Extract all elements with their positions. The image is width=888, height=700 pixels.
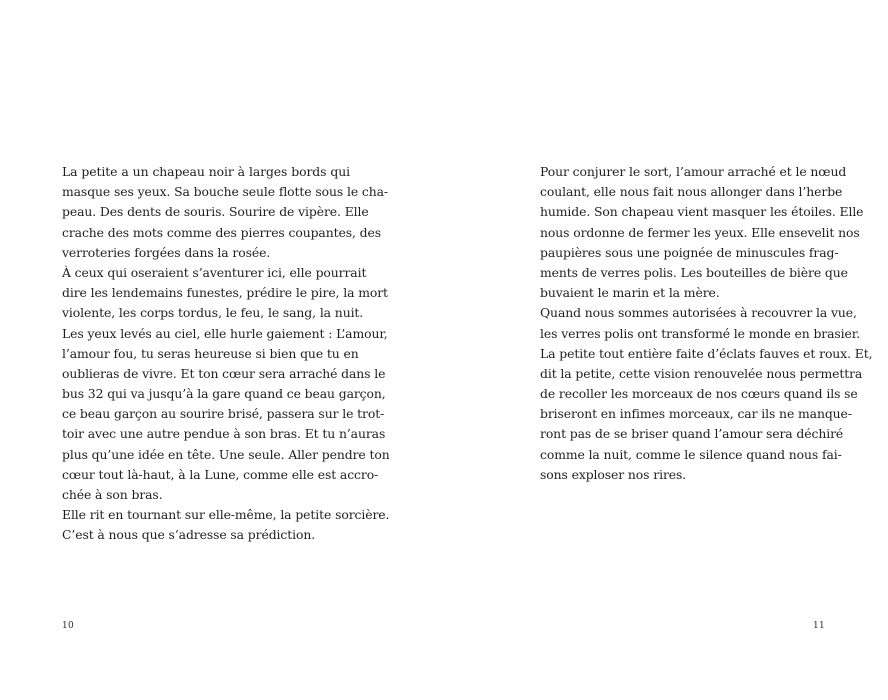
text-line: de recoller les morceaux de nos cœurs quand ils se <box>540 386 858 402</box>
text-line: humide. Son chapeau vient masquer les étoiles. Elle <box>540 204 864 220</box>
text-line: crache des mots comme des pierres coupantes, des <box>62 224 381 240</box>
text-line: ront pas de se briser quand l’amour sera déchiré <box>540 426 844 442</box>
text-line: violente, les corps tordus, le feu, le sang, la nuit. <box>62 305 364 321</box>
text-line: ce beau garçon au sourire brisé, passera sur le trot- <box>62 406 385 422</box>
text-line: La petite a un chapeau noir à larges bords qui <box>62 164 350 179</box>
text-line: peau. Des dents de souris. Sourire de vipère. Elle <box>62 204 369 220</box>
text-line: coulant, elle nous fait nous allonger dans l’herbe <box>540 184 843 200</box>
text-line: Pour conjurer le sort, l’amour arraché et le nœud <box>540 164 847 179</box>
text-line: buvaient le marin et la mère. <box>540 285 720 301</box>
text-line: oublieras de vivre. Et ton cœur sera arraché dans le <box>62 365 386 381</box>
text-line: les verres polis ont transformé le monde en brasier. <box>540 325 861 341</box>
text-line: bus 32 qui va jusqu’à la gare quand ce beau garçon, <box>62 386 386 402</box>
text-line: chée à son bras. <box>62 487 163 502</box>
text-line: À ceux qui oseraient s’aventurer ici, elle pourrait <box>62 264 367 280</box>
right-page <box>444 0 888 700</box>
text-line: La petite tout entière faite d’éclats fauves et roux. Et, <box>540 345 873 361</box>
text-line: masque ses yeux. Sa bouche seule flotte sous le cha- <box>62 184 388 200</box>
text-line: sons exploser nos rires. <box>540 466 687 482</box>
text-line: cœur tout là-haut, à la Lune, comme elle est accro- <box>62 466 379 482</box>
text-line: Elle rit en tournant sur elle-même, la petite sorcière. <box>62 507 390 523</box>
left-page-text <box>62 162 390 546</box>
text-line: dire les lendemains funestes, prédire le pire, la mort <box>62 285 388 301</box>
text-line: briseront en infimes morceaux, car ils ne manque- <box>540 406 852 422</box>
page-number: 11 <box>813 621 826 631</box>
text-line: l’amour fou, tu seras heureuse si bien que tu en <box>62 345 359 361</box>
text-line: nous ordonne de fermer les yeux. Elle ensevelit nos <box>540 224 860 240</box>
text-line: dit la petite, cette vision renouvelée nous permettra <box>540 365 863 381</box>
text-line: plus qu’une idée en tête. Une seule. Aller pendre ton <box>62 446 390 462</box>
text-line: Quand nous sommes autorisées à recouvrer la vue, <box>540 305 857 321</box>
text-line: paupières sous une poignée de minuscules frag- <box>540 244 839 260</box>
page-number: 10 <box>62 621 75 631</box>
text-line: comme la nuit, comme le silence quand nous fai- <box>540 446 842 462</box>
text-line: Les yeux levés au ciel, elle hurle gaiement : L’amour, <box>62 325 388 341</box>
text-line: toir avec une autre pendue à son bras. Et tu n’auras <box>62 426 386 442</box>
right-page-text <box>540 162 873 485</box>
text-line: ments de verres polis. Les bouteilles de bière que <box>540 264 848 280</box>
text-line: verroteries forgées dans la rosée. <box>62 244 271 260</box>
text-line: C’est à nous que s’adresse sa prédiction. <box>62 527 316 543</box>
